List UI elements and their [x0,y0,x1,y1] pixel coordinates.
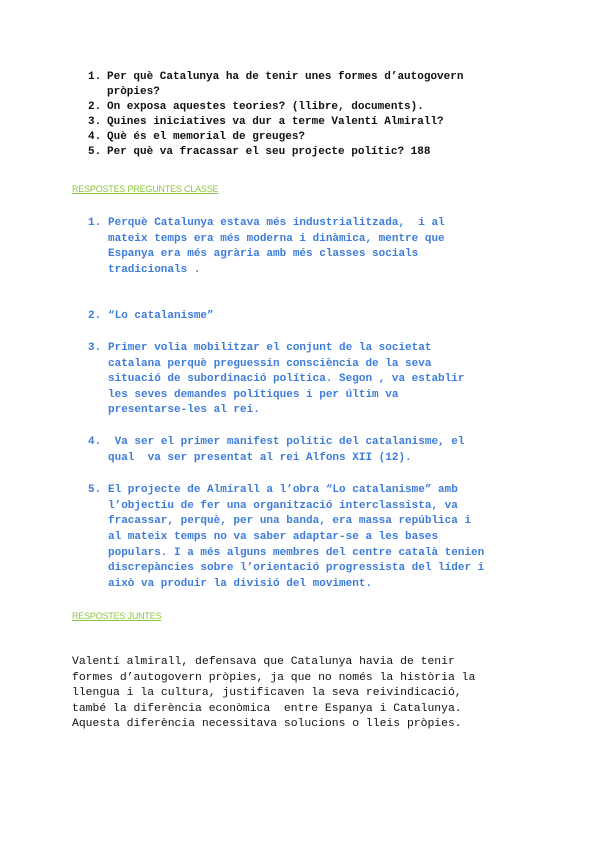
question-item [88,115,528,130]
question-number: 4. [88,131,102,143]
question-number: 5. [88,146,102,158]
questions-list [88,70,528,160]
answer-item [88,341,512,419]
answer-number: 1. [88,217,102,229]
question-number: 3. [88,116,102,128]
answer-number: 4. [88,435,102,448]
answers-list [88,216,512,592]
joint-answer-paragraph: Valentí almirall, defensava que Catalunya havia de tenir formes d’autogovern pròpies, ja que no només la història la llengua i la cultura, justificaven la seva reivindicació, també la diferència econòmica entre Espanya i Catalunya. Aquesta diferència necessitava solucions o lleis pròpies. [72,656,476,731]
section-heading-classe: RESPOSTES PREGUNTES CLASSE [72,184,219,194]
question-number: 2. [88,101,102,113]
answer-item [88,309,512,325]
section-heading-juntes: RESPOSTES JUNTES [72,611,162,621]
answer-text: El projecte de Almirall a l’obra “Lo catalanisme” amb l’objectiu de fer una organització interclassista, va fracassar, perquè, per una banda, era massa república i al mateix temps no va saber adaptar-se a les bases populars. I a més alguns membres del centre català tenien discrepàncies sobre l’orientació progressista del líder i això va produir la divisió del moviment. [108,484,485,590]
question-item [88,145,528,160]
answer-text: “Lo catalanisme” [108,310,214,323]
answer-item [88,483,512,592]
answer-number: 2. [88,310,102,323]
question-text: Per què va fracassar el seu projecte polític? 188 [107,146,431,158]
answer-number: 5. [88,484,102,497]
question-text: On exposa aquestes teories? (llibre, documents). [107,101,424,113]
answer-number: 3. [88,341,102,354]
answer-item [88,216,512,278]
question-item [88,70,528,100]
question-item [88,100,528,115]
question-text: Què és el memorial de greuges? [107,131,306,143]
answer-item [88,435,512,466]
answer-text: Primer volia mobilitzar el conjunt de la societat catalana perquè preguessin consciència de la seva situació de subordinació política. Segon , va establir les seves demandes polítiques i per últim va presentarse-les al rei. [108,341,465,417]
answer-text: Va ser el primer manifest polític del catalanisme, el qual va ser presentat al rei Alfons XII (12). [108,435,465,464]
question-number: 1. [88,71,102,83]
question-item [88,130,528,145]
question-text: Quines iniciatives va dur a terme Valentí Almirall? [107,116,444,128]
question-text: Per què Catalunya ha de tenir unes formes d’autogovern pròpies? [107,71,464,98]
answer-text: Perquè Catalunya estava més industrialitzada, i al mateix temps era més moderna i dinàmica, mentre que Espanya era més agrària amb més classes socials tradicionals . [108,217,445,276]
